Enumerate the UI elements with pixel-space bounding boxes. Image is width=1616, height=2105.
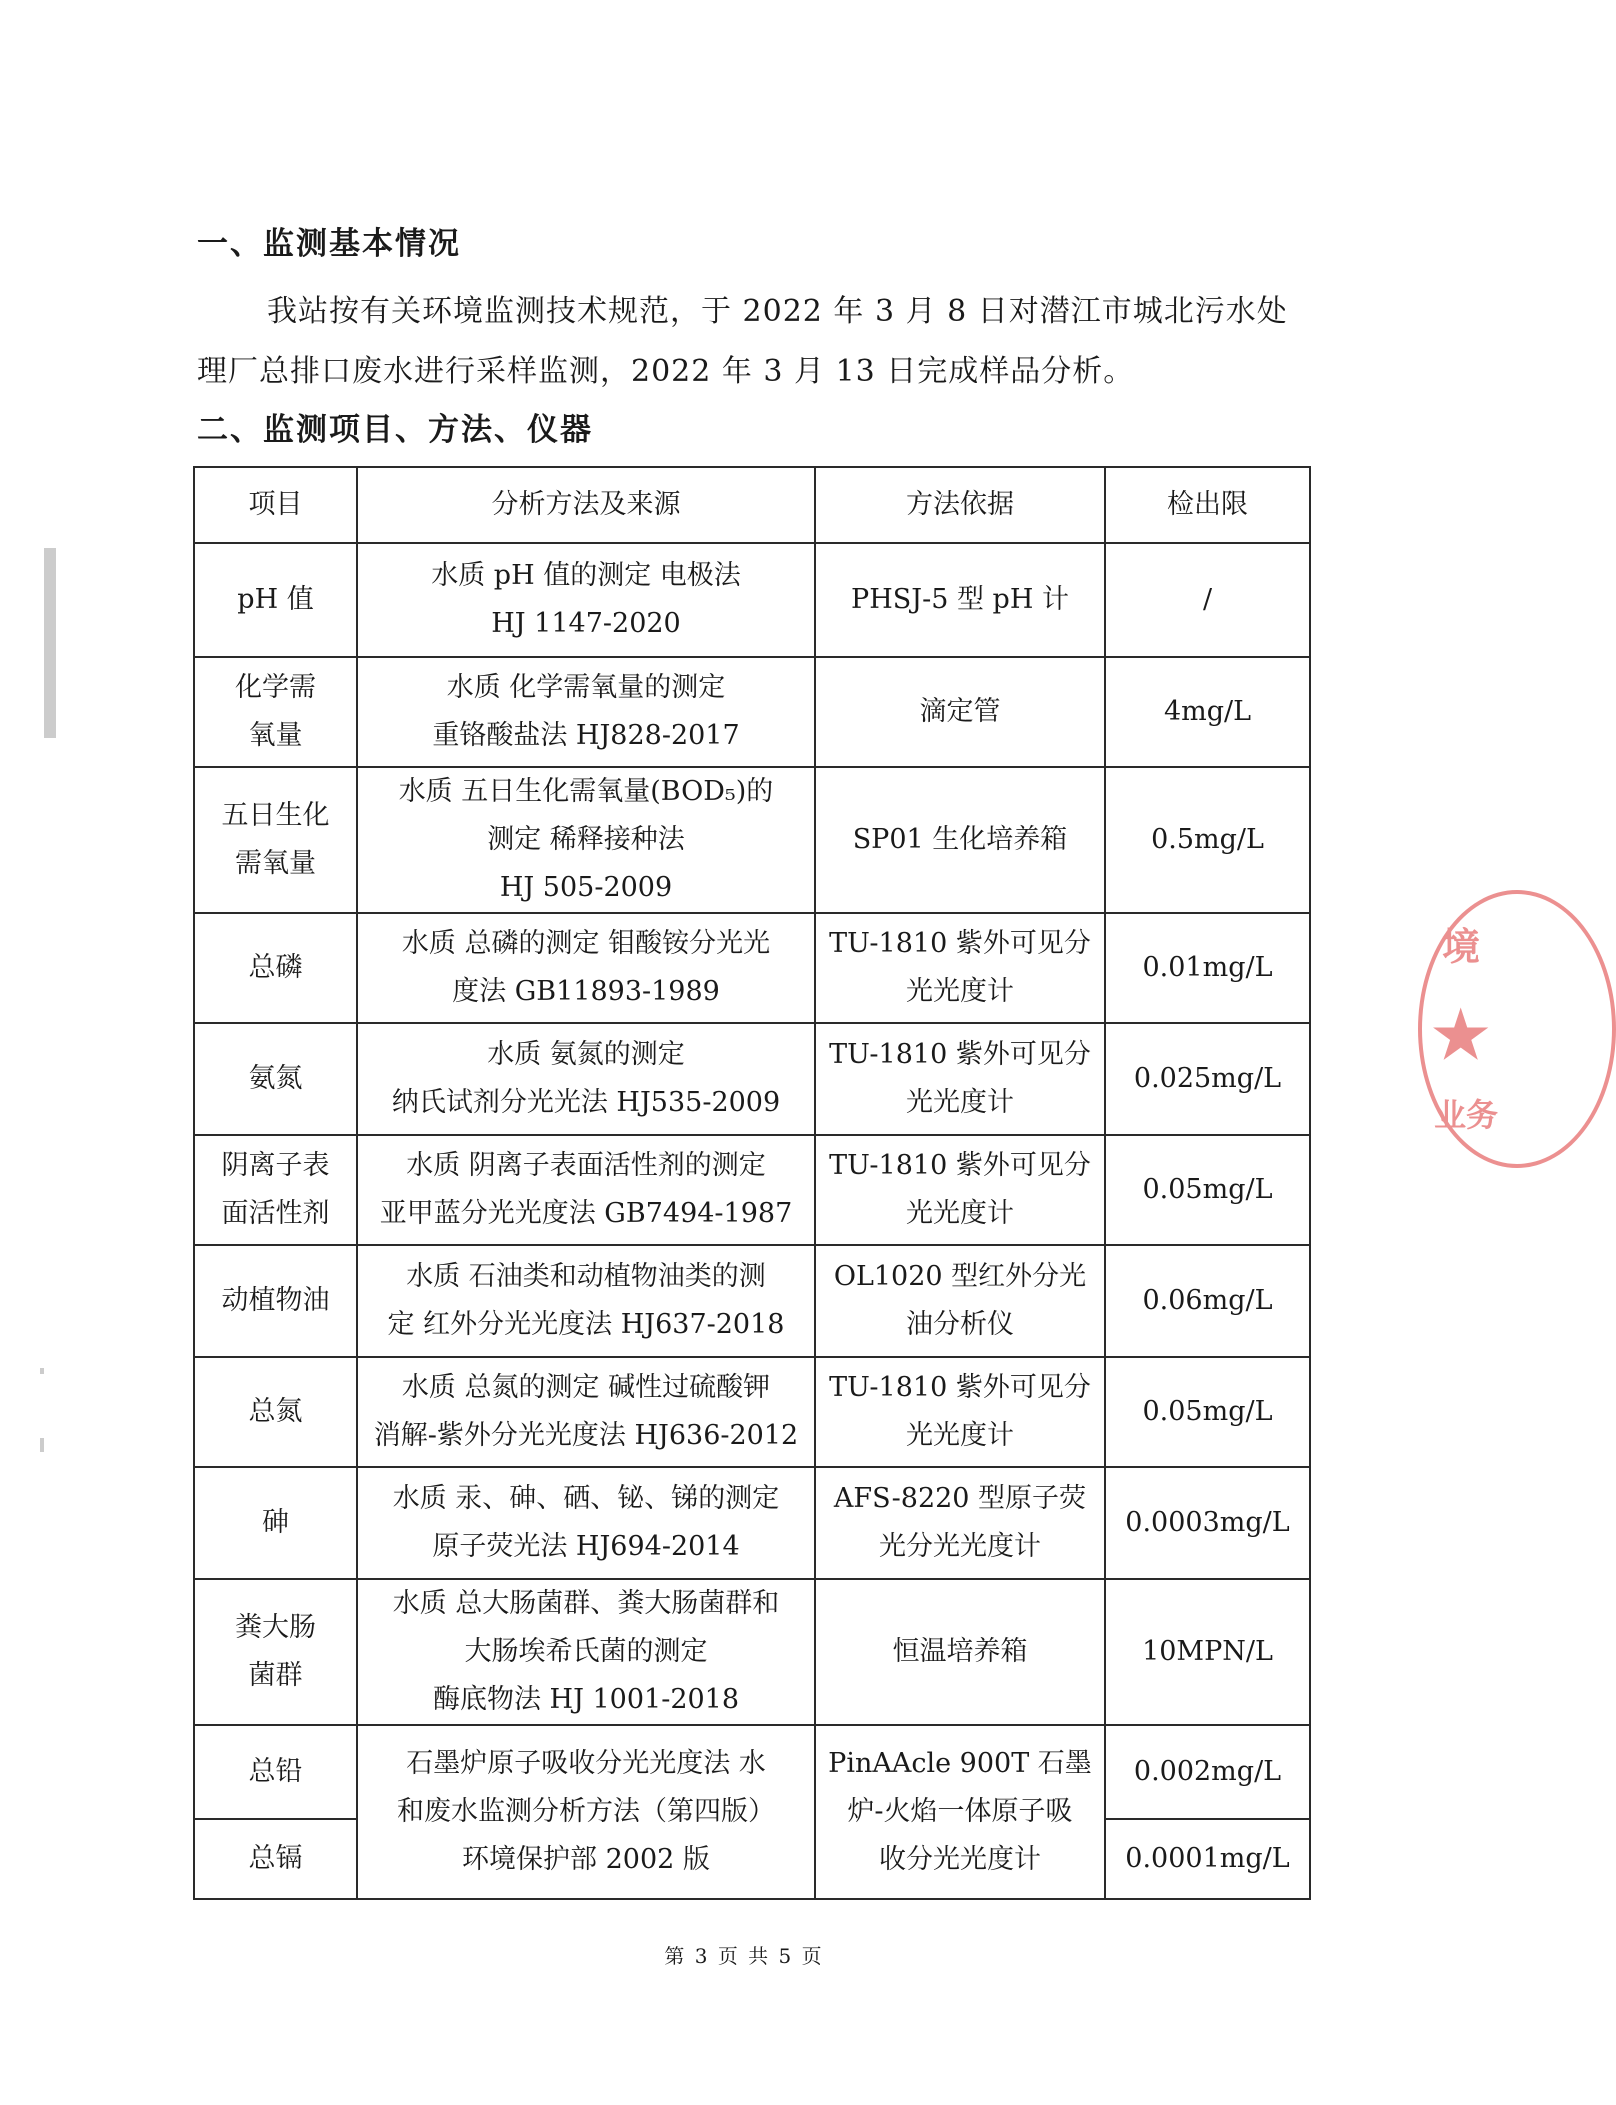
cell-basis: TU-1810 紫外可见分 光光度计	[815, 1023, 1105, 1135]
header-method: 分析方法及来源	[357, 467, 815, 543]
table-row	[194, 767, 1310, 913]
cell-basis: PHSJ-5 型 pH 计	[815, 543, 1105, 657]
cell-method: 水质 氨氮的测定 纳氏试剂分光光法 HJ535-2009	[357, 1023, 815, 1135]
scan-speck	[40, 1368, 44, 1374]
cell-method: 水质 总大肠菌群、粪大肠菌群和 大肠埃希氏菌的测定 酶底物法 HJ 1001-2018	[357, 1579, 815, 1725]
table-row	[194, 1467, 1310, 1579]
scan-speck	[40, 1438, 44, 1452]
cell-limit: 0.06mg/L	[1105, 1245, 1310, 1357]
table-header-row	[194, 467, 1310, 543]
cell-item: 五日生化 需氧量	[194, 767, 357, 913]
cell-item: 阴离子表 面活性剂	[194, 1135, 357, 1245]
section-1-paragraph: 我站按有关环境监测技术规范，于 2022 年 3 月 8 日对潜江市城北污水处理厂总排口废水进行采样监测，2022 年 3 月 13 日完成样品分析。	[197, 294, 1288, 389]
cell-item: 砷	[194, 1467, 357, 1579]
cell-limit: 0.0001mg/L	[1105, 1819, 1310, 1899]
cell-limit: 0.01mg/L	[1105, 913, 1310, 1023]
methods-table	[193, 466, 1311, 1900]
cell-method: 水质 石油类和动植物油类的测 定 红外分光光度法 HJ637-2018	[357, 1245, 815, 1357]
cell-item: 总铅	[194, 1725, 357, 1819]
cell-method: 水质 阴离子表面活性剂的测定 亚甲蓝分光光度法 GB7494-1987	[357, 1135, 815, 1245]
cell-basis: TU-1810 紫外可见分 光光度计	[815, 1135, 1105, 1245]
cell-limit: 0.002mg/L	[1105, 1725, 1310, 1819]
cell-basis-merged: PinAAcle 900T 石墨 炉-火焰一体原子吸 收分光光度计	[815, 1725, 1105, 1899]
cell-limit: 0.05mg/L	[1105, 1135, 1310, 1245]
section-1-heading: 一、监测基本情况	[197, 226, 461, 262]
cell-method: 水质 化学需氧量的测定 重铬酸盐法 HJ828-2017	[357, 657, 815, 767]
table-row	[194, 1579, 1310, 1725]
page-footer: 第 3 页 共 5 页	[664, 1944, 824, 1968]
cell-limit: 0.5mg/L	[1105, 767, 1310, 913]
cell-item: 总镉	[194, 1819, 357, 1899]
cell-basis: TU-1810 紫外可见分 光光度计	[815, 1357, 1105, 1467]
table-row	[194, 1245, 1310, 1357]
cell-method: 水质 pH 值的测定 电极法 HJ 1147-2020	[357, 543, 815, 657]
seal-stamp	[1418, 890, 1616, 1168]
cell-item: 总氮	[194, 1357, 357, 1467]
cell-item: 粪大肠 菌群	[194, 1579, 357, 1725]
cell-limit: 0.0003mg/L	[1105, 1467, 1310, 1579]
cell-method: 水质 总磷的测定 钼酸铵分光光 度法 GB11893-1989	[357, 913, 815, 1023]
cell-limit: /	[1105, 543, 1310, 657]
cell-item: 总磷	[194, 913, 357, 1023]
cell-method: 水质 汞、砷、硒、铋、锑的测定 原子荧光法 HJ694-2014	[357, 1467, 815, 1579]
table-row	[194, 1357, 1310, 1467]
header-basis: 方法依据	[815, 467, 1105, 543]
table-row	[194, 543, 1310, 657]
cell-method-merged: 石墨炉原子吸收分光光度法 水 和废水监测分析方法（第四版） 环境保护部 2002 版	[357, 1725, 815, 1899]
cell-basis: AFS-8220 型原子荧 光分光光度计	[815, 1467, 1105, 1579]
cell-basis: SP01 生化培养箱	[815, 767, 1105, 913]
cell-limit: 4mg/L	[1105, 657, 1310, 767]
cell-limit: 0.025mg/L	[1105, 1023, 1310, 1135]
cell-limit: 0.05mg/L	[1105, 1357, 1310, 1467]
cell-item: pH 值	[194, 543, 357, 657]
cell-method: 水质 五日生化需氧量(BOD₅)的 测定 稀释接种法 HJ 505-2009	[357, 767, 815, 913]
table-row	[194, 1023, 1310, 1135]
table-row	[194, 1135, 1310, 1245]
header-limit: 检出限	[1105, 467, 1310, 543]
cell-basis: 滴定管	[815, 657, 1105, 767]
cell-method: 水质 总氮的测定 碱性过硫酸钾 消解-紫外分光光度法 HJ636-2012	[357, 1357, 815, 1467]
seal-text-top: 境	[1442, 924, 1481, 969]
section-2-heading: 二、监测项目、方法、仪器	[197, 412, 593, 448]
seal-text-bottom: 业务	[1434, 1096, 1499, 1134]
header-item: 项目	[194, 467, 357, 543]
cell-basis: 恒温培养箱	[815, 1579, 1105, 1725]
cell-basis: OL1020 型红外分光 油分析仪	[815, 1245, 1105, 1357]
table-row	[194, 657, 1310, 767]
table-row	[194, 1725, 1310, 1819]
cell-item: 化学需 氧量	[194, 657, 357, 767]
cell-item: 氨氮	[194, 1023, 357, 1135]
table-row	[194, 913, 1310, 1023]
cell-basis: TU-1810 紫外可见分 光光度计	[815, 913, 1105, 1023]
seal-star-icon: ★	[1432, 998, 1490, 1073]
cell-limit: 10MPN/L	[1105, 1579, 1310, 1725]
scan-speck	[44, 548, 56, 738]
cell-item: 动植物油	[194, 1245, 357, 1357]
